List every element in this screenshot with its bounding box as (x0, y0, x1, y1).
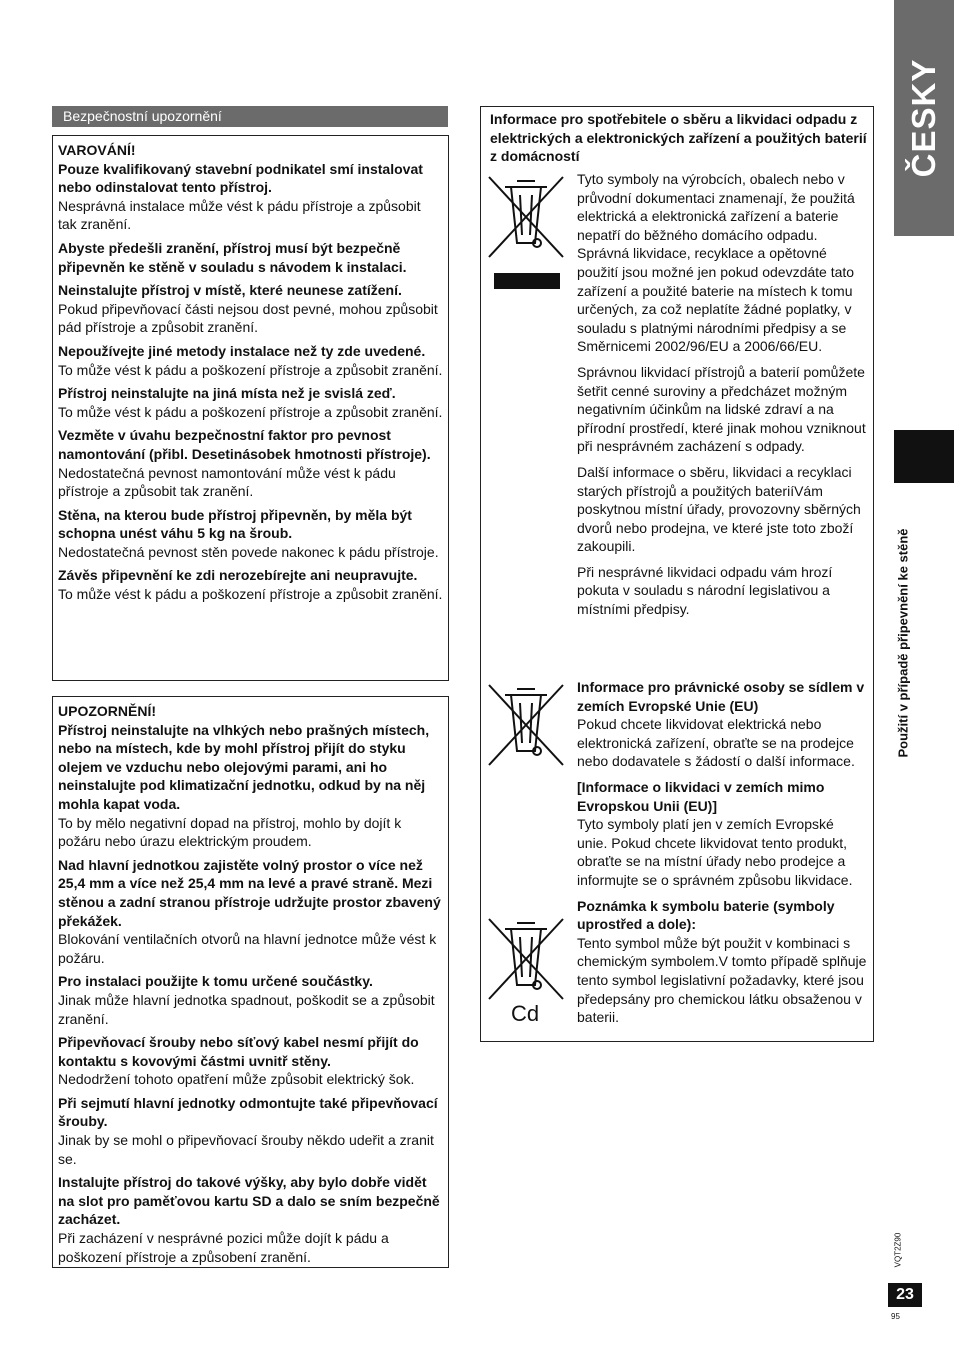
crossed-bin-icon (487, 173, 565, 266)
page-sub-number: 95 (891, 1312, 900, 1321)
section-marker (894, 430, 954, 483)
caution-title: UPOZORNĚNÍ! (58, 703, 156, 719)
safety-item-text: To může vést k pádu a poškození přístroje a způsobit zranění. (58, 586, 443, 603)
safety-item-text: Jinak může hlavní jednotka spadnout, poškodit se a způsobit zranění. (58, 991, 435, 1027)
section-side-label: Použití v případě připevnění ke stěně (895, 528, 911, 758)
safety-item-heading: Přístroj neinstalujte na vlhkých nebo prašných místech, nebo na místech, kde by mohl přístroj přijít do styku olejem ve vzduchu nebo olejovými parami, ani ho neinstalujte pod klimatizační jednotku, odkud by na něj mohla kapat voda. (58, 721, 430, 812)
safety-item (58, 506, 443, 562)
safety-item-heading: Instalujte přístroj do takové výšky, aby bylo dobře vidět na slot pro paměťovou kartu SD a dalo se sním bezpečně zacházet. (58, 1174, 440, 1228)
language-tab (894, 0, 954, 236)
safety-item (58, 426, 443, 500)
disposal-info-box (480, 106, 874, 1042)
safety-item-heading: Pouze kvalifikovaný stavební podnikatel smí instalovat nebo odinstalovat tento přístroj. (58, 160, 423, 196)
safety-item-text: Nesprávná instalace může vést k pádu přístroje a způsobit tak zranění. (58, 197, 421, 233)
caution-box (52, 696, 449, 1268)
crossed-bin-icon (487, 681, 565, 774)
disposal-paragraph: Další informace o sběru, likvidaci a recyklaci starých přístrojů a použitých bateriíVám poskytnou místní úřady, provozovny sběrných dvorů nebo prodejna, ve které jste toto zboží zakoupili. (577, 463, 861, 555)
safety-item (58, 239, 443, 276)
safety-item (58, 721, 443, 851)
safety-item (58, 1033, 443, 1089)
crossed-bin-cd-icon (487, 915, 565, 1032)
document-code: VQT2Z90 (893, 1232, 903, 1268)
safety-item-text: To může vést k pádu a poškození přístroje a způsobit zranění. (58, 403, 443, 420)
safety-item-heading: Abyste předešli zranění, přístroj musí být bezpečně připevněn ke stěně v souladu s návodem k instalaci. (58, 239, 407, 275)
safety-item-heading: Závěs připevnění ke zdi nerozebírejte ani neupravujte. (58, 567, 418, 584)
safety-item-heading: Přístroj neinstalujte na jiná místa než je svislá zeď. (58, 385, 396, 402)
eu-business-info: Informace pro právnické osoby se sídlem v zemích Evropské Unie (EU) Pokud chcete likvidovat elektrická nebo elektronická zařízení, obraťte se na prodejce nebo dodavatele s žádostí o další informace. [Informace o likvidaci v zemích mimo Evropskou Unii (EU)] Tyto symboly platí jen v zemích Evropské unie. Pokud chcete likvidovat tento produkt, obraťte se na místní úřady nebo prodejce a informujte se o správném způsobu likvidace. Poznámka k symbolu baterie (symboly uprostřed a dole): Tento symbol může být použit v kombinaci s chemickým symbolem.V tomto případě splňuje tento symbol legislativní požadavky, které jsou předepsány pro chemickou látku obsaženou v baterii. (577, 679, 867, 1026)
chemical-symbol: Cd (511, 1001, 540, 1026)
disposal-header: Informace pro spotřebitele o sběru a likvidaci odpadu z elektrických a elektronických zařízení a použitých baterií z domácností (490, 111, 867, 165)
safety-item-heading: Vezměte v úvahu bezpečnostní faktor pro pevnost namontování (přibl. Desetinásobek hmotnosti přístroje). (58, 427, 431, 462)
safety-item-text: Jinak by se mohl o připevňovací šrouby někdo udeřit a zranit se. (58, 1132, 434, 1167)
safety-item-text: Při zacházení v nesprávné pozici může dojít k pádu a poškození přístroje a způsobení zranění. (58, 1230, 389, 1265)
safety-item (58, 566, 443, 603)
safety-item-heading: Neinstalujte přístroj v místě, které neunese zatížení. (58, 282, 402, 299)
safety-item-text: To by mělo negativní dopad na přístroj, mohlo by dojít k požáru nebo úrazu elektrickým proudem. (58, 814, 402, 850)
safety-item-heading: Nepoužívejte jiné metody instalace než ty zde uvedené. (58, 342, 426, 359)
safety-item-text: Nedostatečná pevnost namontování může vést k pádu přístroje a způsobit tak zranění. (58, 464, 396, 500)
warning-title: VAROVÁNÍ! (58, 142, 136, 158)
warning-box (52, 135, 449, 681)
safety-item-text: Blokování ventilačních otvorů na hlavní jednotce může vést k požáru. (58, 931, 437, 966)
black-bar-symbol (494, 273, 560, 289)
safety-item-heading: Stěna, na kterou bude přístroj připevněn, by měla být schopna unést váhu 5 kg na šroub. (58, 506, 412, 542)
safety-item-heading: Nad hlavní jednotkou zajistěte volný prostor o více než 25,4 mm a více než 25,4 mm na levé a pravé straně. Mezi stěnou a zadní stranou přístroje udržujte prostor zbavený překážek. (58, 856, 441, 929)
safety-item-heading: Pro instalaci použijte k tomu určené součástky. (58, 973, 373, 990)
safety-item (58, 972, 443, 1028)
page-number: 23 (888, 1283, 922, 1307)
disposal-paragraph: Při nesprávné likvidaci odpadu vám hrozí pokuta v souladu s národní legislativou a místními předpisy. (577, 563, 833, 618)
safety-item-text: Pokud připevňovací části nejsou dost pevné, mohou způsobit pád přístroje a způsobit zranění. (58, 300, 438, 336)
safety-item-text: To může vést k pádu a poškození přístroje a způsobit zranění. (58, 361, 443, 378)
safety-item (58, 160, 443, 234)
disposal-paragraph: Správnou likvidací přístrojů a baterií pomůžete šetřit cenné suroviny a předcházet možným negativním účinkům na lidské zdraví a na přírodní prostředí, které jinak mohou vzniknout při nesprávném zacházení s odpady. (577, 363, 866, 455)
safety-item (58, 856, 443, 968)
safety-item-heading: Připevňovací šrouby nebo síťový kabel nesmí přijít do kontaktu s kovovými částmi uvnitř stěny. (58, 1034, 419, 1069)
safety-item (58, 281, 443, 337)
disposal-paragraph: Tyto symboly na výrobcích, obalech nebo v průvodní dokumentaci znamenají, že použitá elektrická a elektronická zařízení a baterie nepatří do běžného domácího odpadu. (577, 171, 855, 243)
safety-item-text: Nedodržení tohoto opatření může způsobit elektrický šok. (58, 1071, 415, 1088)
safety-item (58, 1173, 443, 1266)
section-title: Bezpečnostní upozornění (52, 106, 448, 127)
safety-item (58, 342, 443, 379)
language-label: ČESKY (905, 58, 942, 178)
disposal-paragraphs (577, 170, 867, 626)
disposal-paragraph: Správná likvidace, recyklace a opětovné použití jsou možné jen pokud odevzdáte tato zařízení a použité baterie na místech k tomu určených, za což neplatíte žádné poplatky, v souladu s platnými národními předpisy a se Směrnicemi 2002/96/EU a 2006/66/EU. (577, 245, 855, 355)
safety-item (58, 1094, 443, 1168)
safety-item-text: Nedostatečná pevnost stěn povede nakonec k pádu přístroje. (58, 543, 439, 560)
safety-item (58, 384, 443, 421)
safety-item-heading: Při sejmutí hlavní jednotky odmontujte také připevňovací šrouby. (58, 1094, 438, 1130)
